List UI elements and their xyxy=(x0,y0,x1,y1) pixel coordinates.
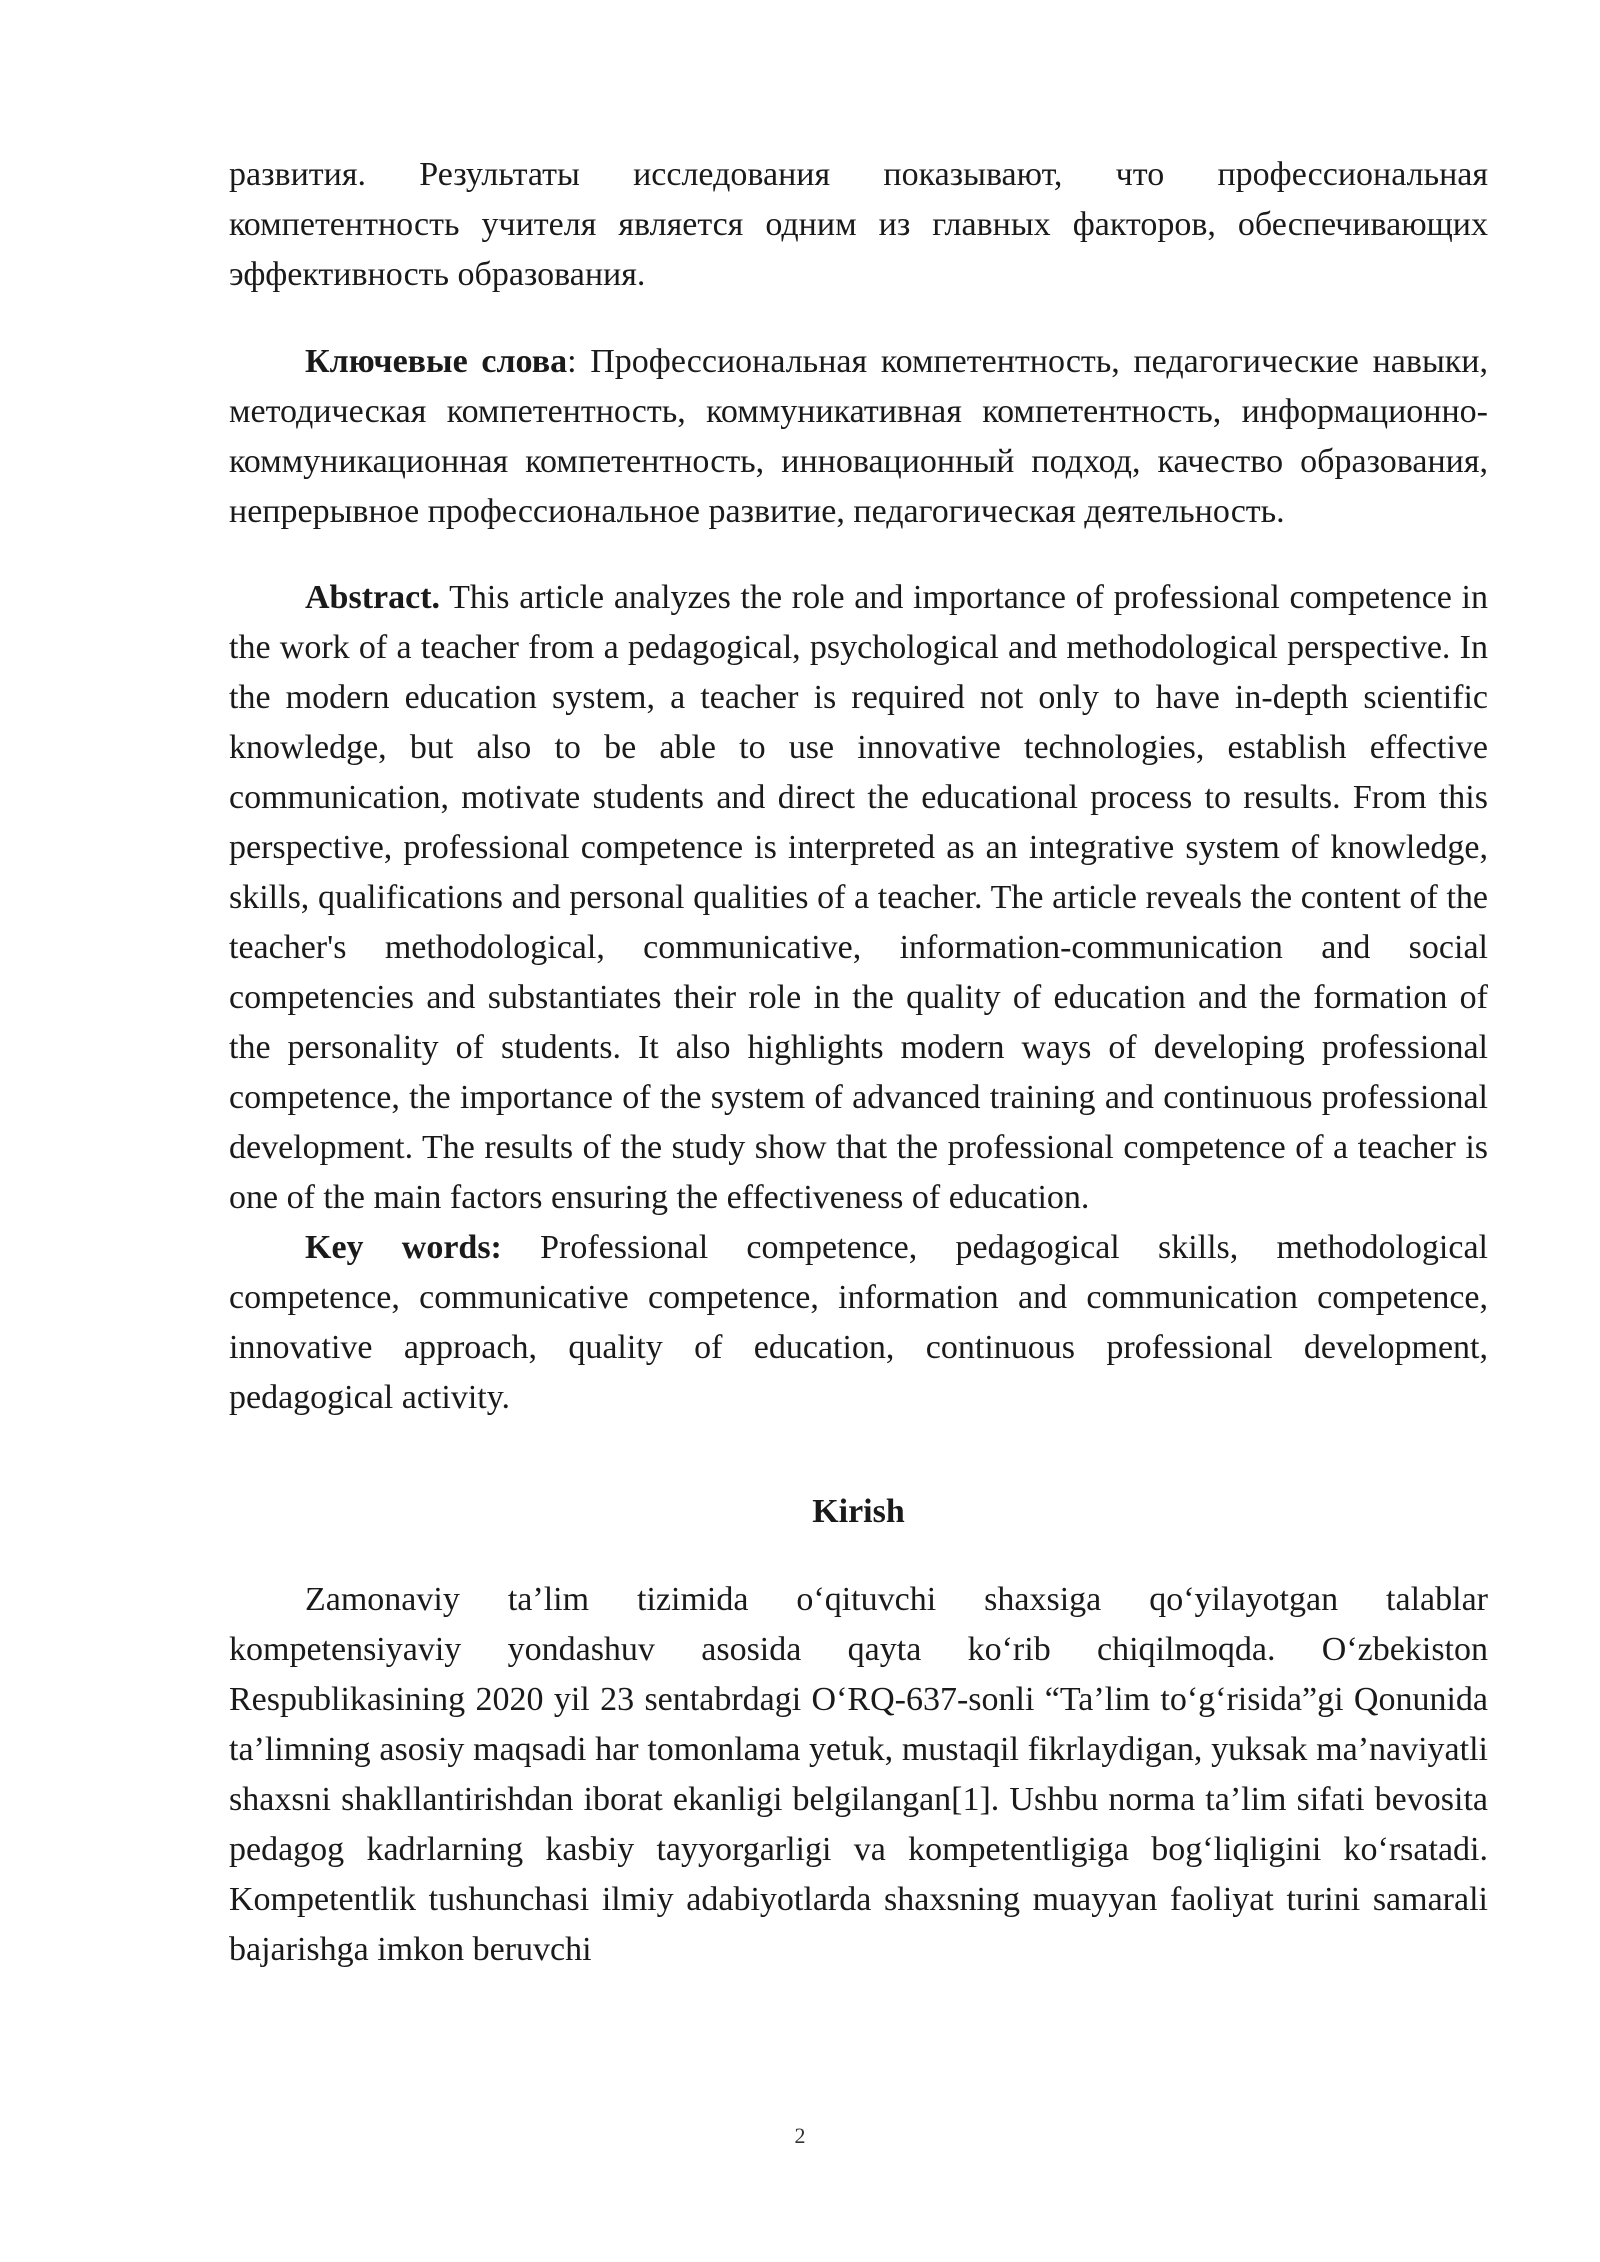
keywords-en-label: Key words: xyxy=(305,1229,502,1266)
abstract-label: Abstract. xyxy=(305,579,441,616)
intro-paragraph: Zamonaviy ta’lim tizimida o‘qituvchi shaxsiga qo‘yilayotgan talablar kompetensiyaviy yondashuv asosida qayta ko‘rib chiqilmoqda. O‘zbekiston Respublikasining 2020 yil 23 sentabrdagi O‘RQ-637-sonli “Ta’lim to‘g‘risida”gi Qonunida ta’limning asosiy maqsadi har tomonlama yetuk, mustaqil fikrlaydigan, yuksak ma’naviyatli shaxsni shakllantirishdan iborat ekanligi belgilangan[1]. Ushbu norma ta’lim sifati bevosita pedagog kadrlarning kasbiy tayyorgarligi va kompetentligiga bog‘liqligini ko‘rsatadi. Kompetentlik tushunchasi ilmiy adabiyotlarda shaxsning muayyan faoliyat turini samarali bajarishga imkon beruvchi xyxy=(229,1581,1488,1968)
keywords-en-text: Professional competence, pedagogical skills, methodological competence, communicative competence, information and communication competence, innovative approach, quality of education, continuous professional development, pedagogical activity. xyxy=(229,1229,1488,1416)
keywords-ru-paragraph xyxy=(229,337,1488,537)
abstract-paragraph xyxy=(229,573,1488,1223)
document-page xyxy=(229,150,1488,1975)
keywords-ru-text: : Профессиональная компетентность, педагогические навыки, методическая компетентность, коммуникативная компетентность, информационно-коммуникационная компетентность, инновационный подход, качество образования, непрерывное профессиональное развитие, педагогическая деятельность. xyxy=(229,343,1488,530)
continuation-paragraph: развития. Результаты исследования показывают, что профессиональная компетентность учителя является одним из главных факторов, обеспечивающих эффективность образования. xyxy=(229,156,1488,293)
page-number: 2 xyxy=(794,2123,806,2148)
abstract-text: This article analyzes the role and importance of professional competence in the work of a teacher from a pedagogical, psychological and methodological perspective. In the modern education system, a teacher is required not only to have in-depth scientific knowledge, but also to be able to use innovative technologies, establish effective communication, motivate students and direct the educational process to results. From this perspective, professional competence is interpreted as an integrative system of knowledge, skills, qualifications and personal qualities of a teacher. The article reveals the content of the teacher's methodological, communicative, information-communication and social competencies and substantiates their role in the quality of education and the formation of the personality of students. It also highlights modern ways of developing professional competence, the importance of the system of advanced training and continuous professional development. The results of the study show that the professional competence of a teacher is one of the main factors ensuring the effectiveness of education. xyxy=(229,579,1488,1216)
section-heading: Kirish xyxy=(812,1493,905,1530)
keywords-ru-label: Ключевые слова xyxy=(305,343,568,380)
keywords-en-paragraph xyxy=(229,1223,1488,1423)
